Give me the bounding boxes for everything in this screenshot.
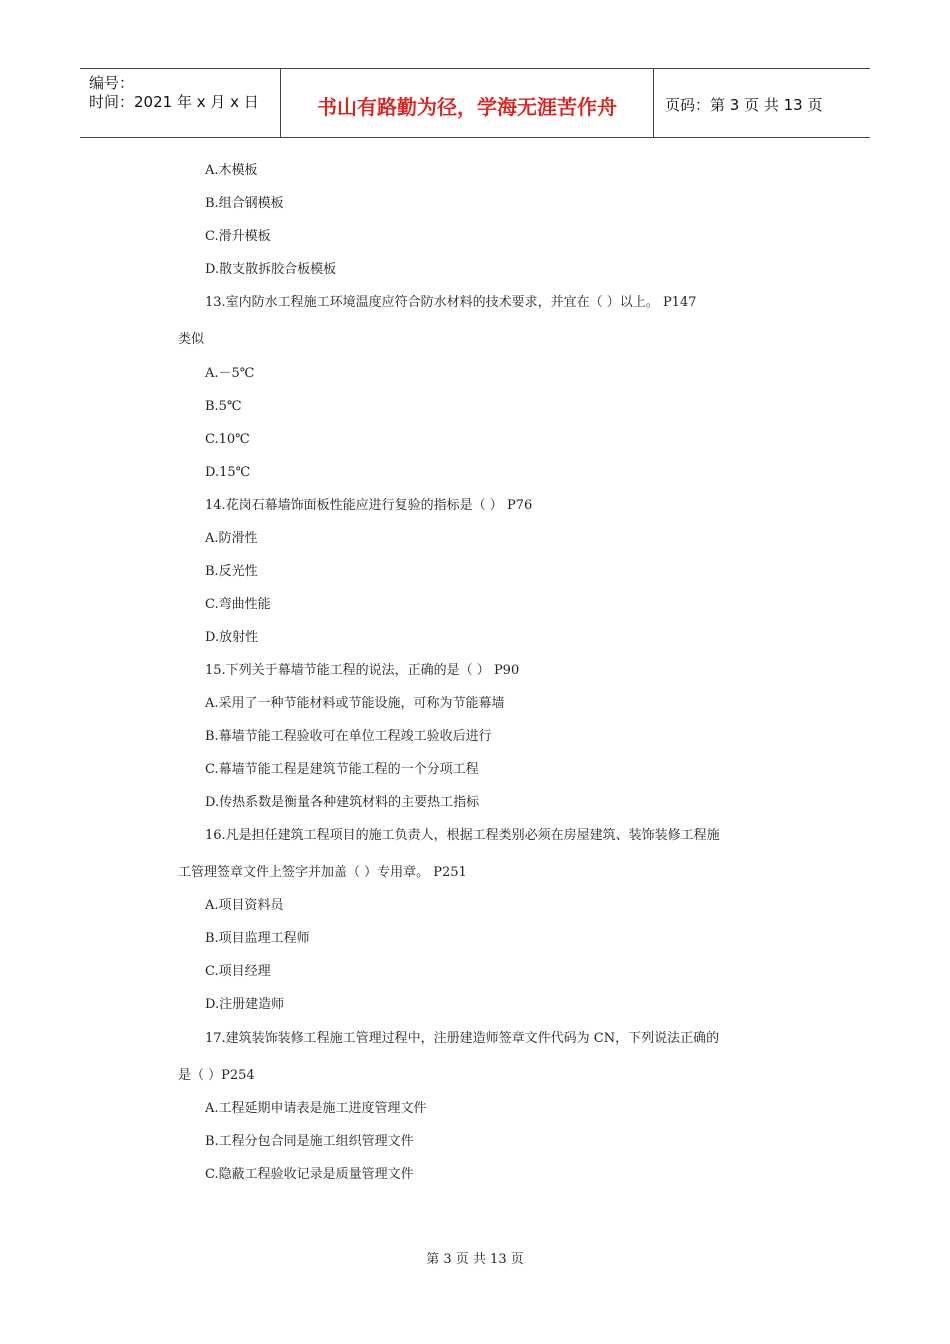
question-line: 16.凡是担任建筑工程项目的施工负责人，根据工程类别必须在房屋建筑、装饰装修工程施 bbox=[205, 828, 720, 843]
option-line: D.散支散拆胶合板模板 bbox=[205, 262, 337, 277]
option-line: C.项目经理 bbox=[205, 964, 271, 979]
header-middle-cell bbox=[281, 69, 654, 137]
option-line: B.5℃ bbox=[205, 399, 242, 414]
date-label: 时间：2021 年 x 月 x 日 bbox=[89, 93, 259, 111]
option-line: A.木模板 bbox=[205, 163, 258, 178]
question-continuation: 类似 bbox=[178, 332, 205, 347]
motto: 书山有路勤为径，学海无涯苦作舟 bbox=[317, 95, 617, 119]
question-line: 17.建筑装饰装修工程施工管理过程中，注册建造师签章文件代码为 CN，下列说法正确的 bbox=[205, 1031, 720, 1046]
option-line: B.组合钢模板 bbox=[205, 196, 284, 211]
option-line: B.工程分包合同是施工组织管理文件 bbox=[205, 1134, 414, 1149]
option-line: C.隐蔽工程验收记录是质量管理文件 bbox=[205, 1167, 414, 1182]
page-header bbox=[80, 68, 870, 138]
option-line: A.工程延期申请表是施工进度管理文件 bbox=[205, 1101, 427, 1116]
option-line: A.采用了一种节能材料或节能设施，可称为节能幕墙 bbox=[205, 696, 505, 711]
header-left-cell bbox=[80, 69, 281, 137]
option-line: B.幕墙节能工程验收可在单位工程竣工验收后进行 bbox=[205, 729, 492, 744]
option-line: C.10℃ bbox=[205, 432, 250, 447]
option-line: C.幕墙节能工程是建筑节能工程的一个分项工程 bbox=[205, 762, 479, 777]
question-line: 15.下列关于幕墙节能工程的说法，正确的是（ ） P90 bbox=[205, 663, 520, 678]
option-line: D.15℃ bbox=[205, 465, 251, 480]
page-info: 页码：第 3 页 共 13 页 bbox=[665, 96, 823, 114]
question-line: 13.室内防水工程施工环境温度应符合防水材料的技术要求，并宜在（ ）以上。 P147 bbox=[205, 295, 697, 310]
option-line: D.放射性 bbox=[205, 630, 259, 645]
option-line: A.项目资料员 bbox=[205, 898, 284, 913]
header-right-cell bbox=[654, 69, 870, 137]
option-line: A.－5℃ bbox=[205, 366, 255, 381]
question-continuation: 是（ ）P254 bbox=[178, 1068, 255, 1083]
question-continuation: 工管理签章文件上签字并加盖（ ）专用章。 P251 bbox=[178, 865, 467, 880]
option-line: C.滑升模板 bbox=[205, 229, 271, 244]
option-line: D.注册建造师 bbox=[205, 997, 285, 1012]
option-line: C.弯曲性能 bbox=[205, 597, 271, 612]
question-line: 14.花岗石幕墙饰面板性能应进行复验的指标是（ ） P76 bbox=[205, 498, 533, 513]
page-footer: 第 3 页 共 13 页 bbox=[426, 1252, 524, 1267]
option-line: B.项目监理工程师 bbox=[205, 931, 310, 946]
number-label: 编号： bbox=[89, 74, 135, 92]
option-line: D.传热系数是衡量各种建筑材料的主要热工指标 bbox=[205, 795, 480, 810]
option-line: A.防滑性 bbox=[205, 531, 258, 546]
option-line: B.反光性 bbox=[205, 564, 258, 579]
